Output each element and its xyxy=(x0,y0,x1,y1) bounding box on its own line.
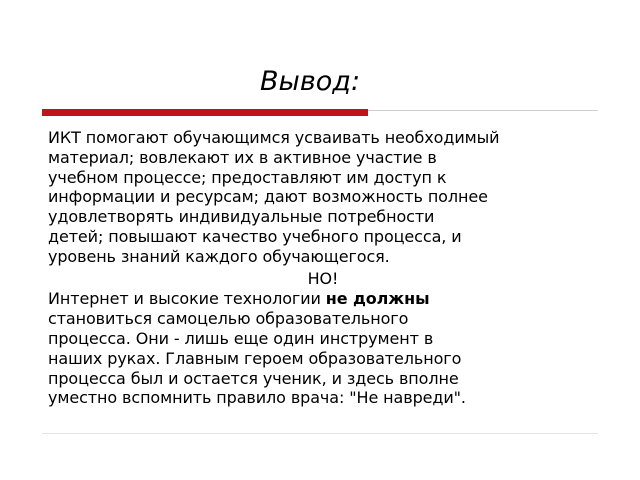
paragraph-line: материал; вовлекают их в активное участие в xyxy=(48,147,437,167)
paragraph-first-line xyxy=(48,289,598,309)
paragraph-line: учебном процессе; предоставляют им доступ к xyxy=(48,167,447,187)
emphasis-text: не должны xyxy=(325,289,430,309)
paragraph-ict-benefits xyxy=(48,128,598,267)
paragraph-line: информации и ресурсам; дают возможность полнее xyxy=(48,187,488,207)
paragraph-line: становиться самоцелью образовательного xyxy=(48,309,409,329)
title-accent-bar xyxy=(42,109,368,116)
paragraph-line: уровень знаний каждого обучающегося. xyxy=(48,246,390,266)
slide-title: Вывод: xyxy=(260,66,361,97)
footer-rule xyxy=(42,433,598,434)
slide-body xyxy=(48,128,598,408)
paragraph-internet-caution xyxy=(48,289,598,408)
paragraph-line: наших руках. Главным героем образовательного xyxy=(48,348,462,368)
separator-but: НО! xyxy=(307,268,339,288)
paragraph-line: процесса был и остается ученик, и здесь вполне xyxy=(48,368,459,388)
paragraph-line: ИКТ помогают обучающимся усваивать необходимый xyxy=(48,128,500,147)
paragraph-line-prefix: Интернет и высокие технологии xyxy=(48,289,326,309)
paragraph-line: детей; повышают качество учебного процесса, и xyxy=(48,226,462,246)
paragraph-line: уместно вспомнить правило врача: "Не навреди". xyxy=(48,388,466,408)
paragraph-line: процесса. Они - лишь еще один инструмент в xyxy=(48,328,434,348)
paragraph-line: удовлетворять индивидуальные потребности xyxy=(48,207,435,227)
